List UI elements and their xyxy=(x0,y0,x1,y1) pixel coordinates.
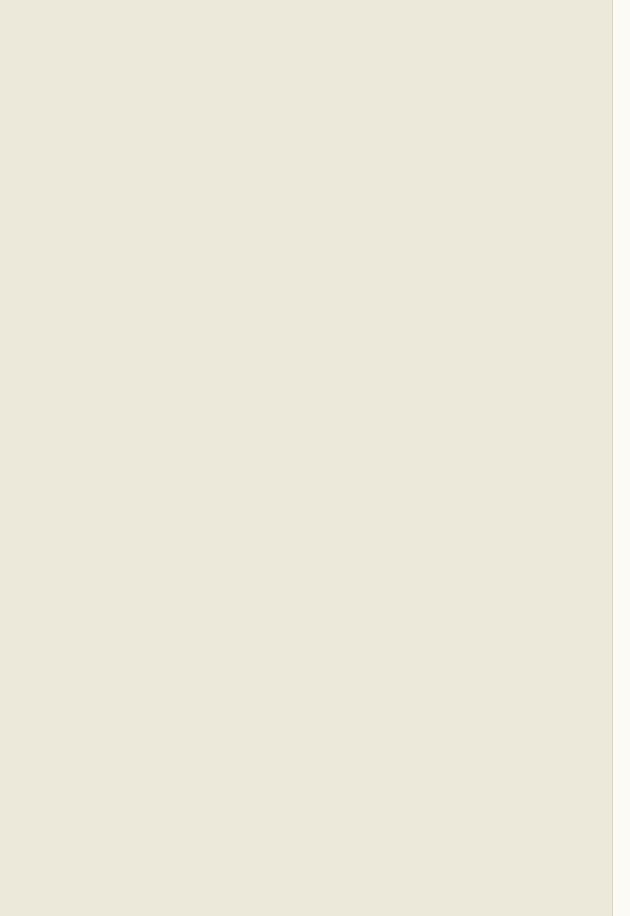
page-edge xyxy=(612,0,630,916)
